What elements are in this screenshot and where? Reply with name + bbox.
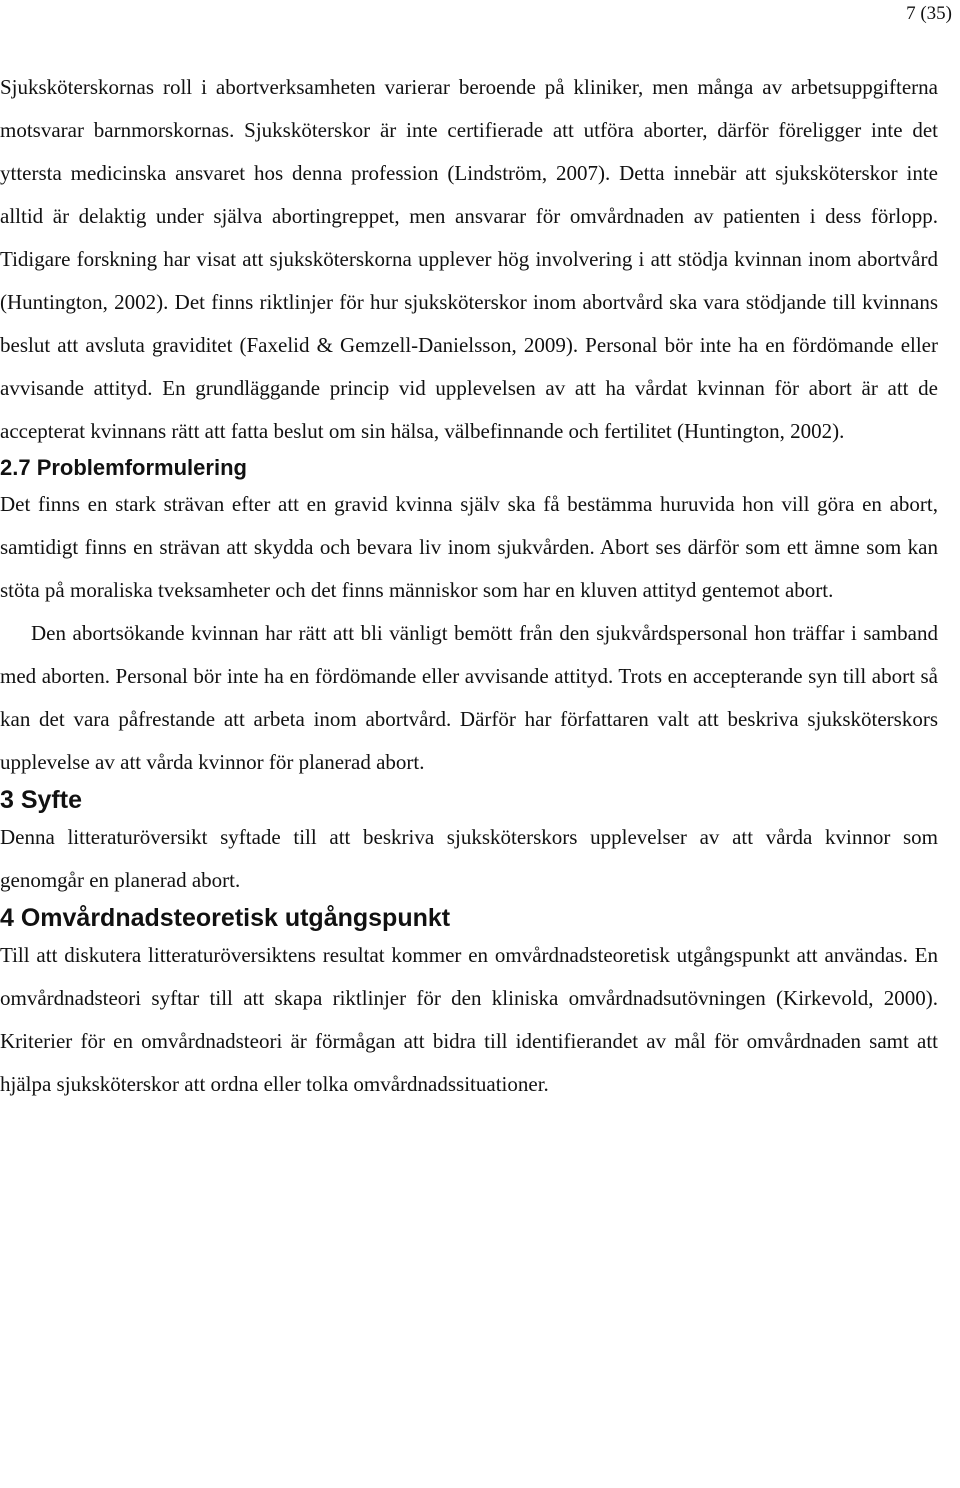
paragraph-theory: Till att diskutera litteraturöversiktens resultat kommer en omvårdnadsteoretisk utgångspunkt att användas. En omvårdnadsteori syftar till att skapa riktlinjer för den kliniska omvårdnadsutövningen (Kirkevold, 2000). Kriterier för en omvårdnadsteori är förmågan att bidra till identifierandet av mål för omvårdnaden samt att hjälpa sjuksköterskor att ordna eller tolka omvårdnadssituationer. bbox=[0, 943, 938, 1096]
document-body bbox=[0, 66, 938, 1106]
page-number: 7 (35) bbox=[906, 3, 952, 24]
paragraph-problem-2: Den abortsökande kvinnan har rätt att bli vänligt bemött från den sjukvårdspersonal hon träffar i samband med aborten. Personal bör inte ha en fördömande eller avvisande attityd. Trots en accepterande syn till abort så kan det vara påfrestande att arbeta inom abortvård. Därför har författaren valt att beskriva sjuksköterskors upplevelse av att vårda kvinnor för planerad abort. bbox=[0, 621, 938, 774]
paragraph-syfte: Denna litteraturöversikt syftade till att beskriva sjuksköterskors upplevelser av att vårda kvinnor som genomgår en planerad abort. bbox=[0, 825, 938, 892]
paragraph-problem-1: Det finns en stark strävan efter att en gravid kvinna själv ska få bestämma huruvida hon vill göra en abort, samtidigt finns en strävan att skydda och bevara liv inom sjukvården. Abort ses därför som ett ämne som kan stöta på moraliska tveksamheter och det finns människor som har en kluven attityd gentemot abort. bbox=[0, 492, 938, 602]
heading-problemformulering: 2.7 Problemformulering bbox=[0, 455, 247, 480]
heading-syfte: 3 Syfte bbox=[0, 786, 82, 814]
paragraph-intro: Sjuksköterskornas roll i abortverksamheten varierar beroende på kliniker, men många av arbetsuppgifterna motsvarar barnmorskornas. Sjuksköterskor är inte certifierade att utföra aborter, därför föreligger inte det yttersta medicinska ansvaret hos denna profession (Lindström, 2007). Detta innebär att sjuksköterskor inte alltid är delaktig under själva abortingreppet, men ansvarar för omvårdnaden av patienten i dess förlopp. Tidigare forskning har visat att sjuksköterskorna upplever hög involvering i att stödja kvinnan inom abortvård (Huntington, 2002). Det finns riktlinjer för hur sjuksköterskor inom abortvård ska vara stödjande till kvinnans beslut att avsluta graviditet (Faxelid & Gemzell-Danielsson, 2009). Personal bör inte ha en fördömande eller avvisande attityd. En grundläggande princip vid upplevelsen av att ha vårdat kvinnan för abort är att de accepterat kvinnans rätt att fatta beslut om sin hälsa, välbefinnande och fertilitet (Huntington, 2002). bbox=[0, 75, 938, 443]
heading-omvardnadsteoretisk: 4 Omvårdnadsteoretisk utgångspunkt bbox=[0, 904, 451, 932]
